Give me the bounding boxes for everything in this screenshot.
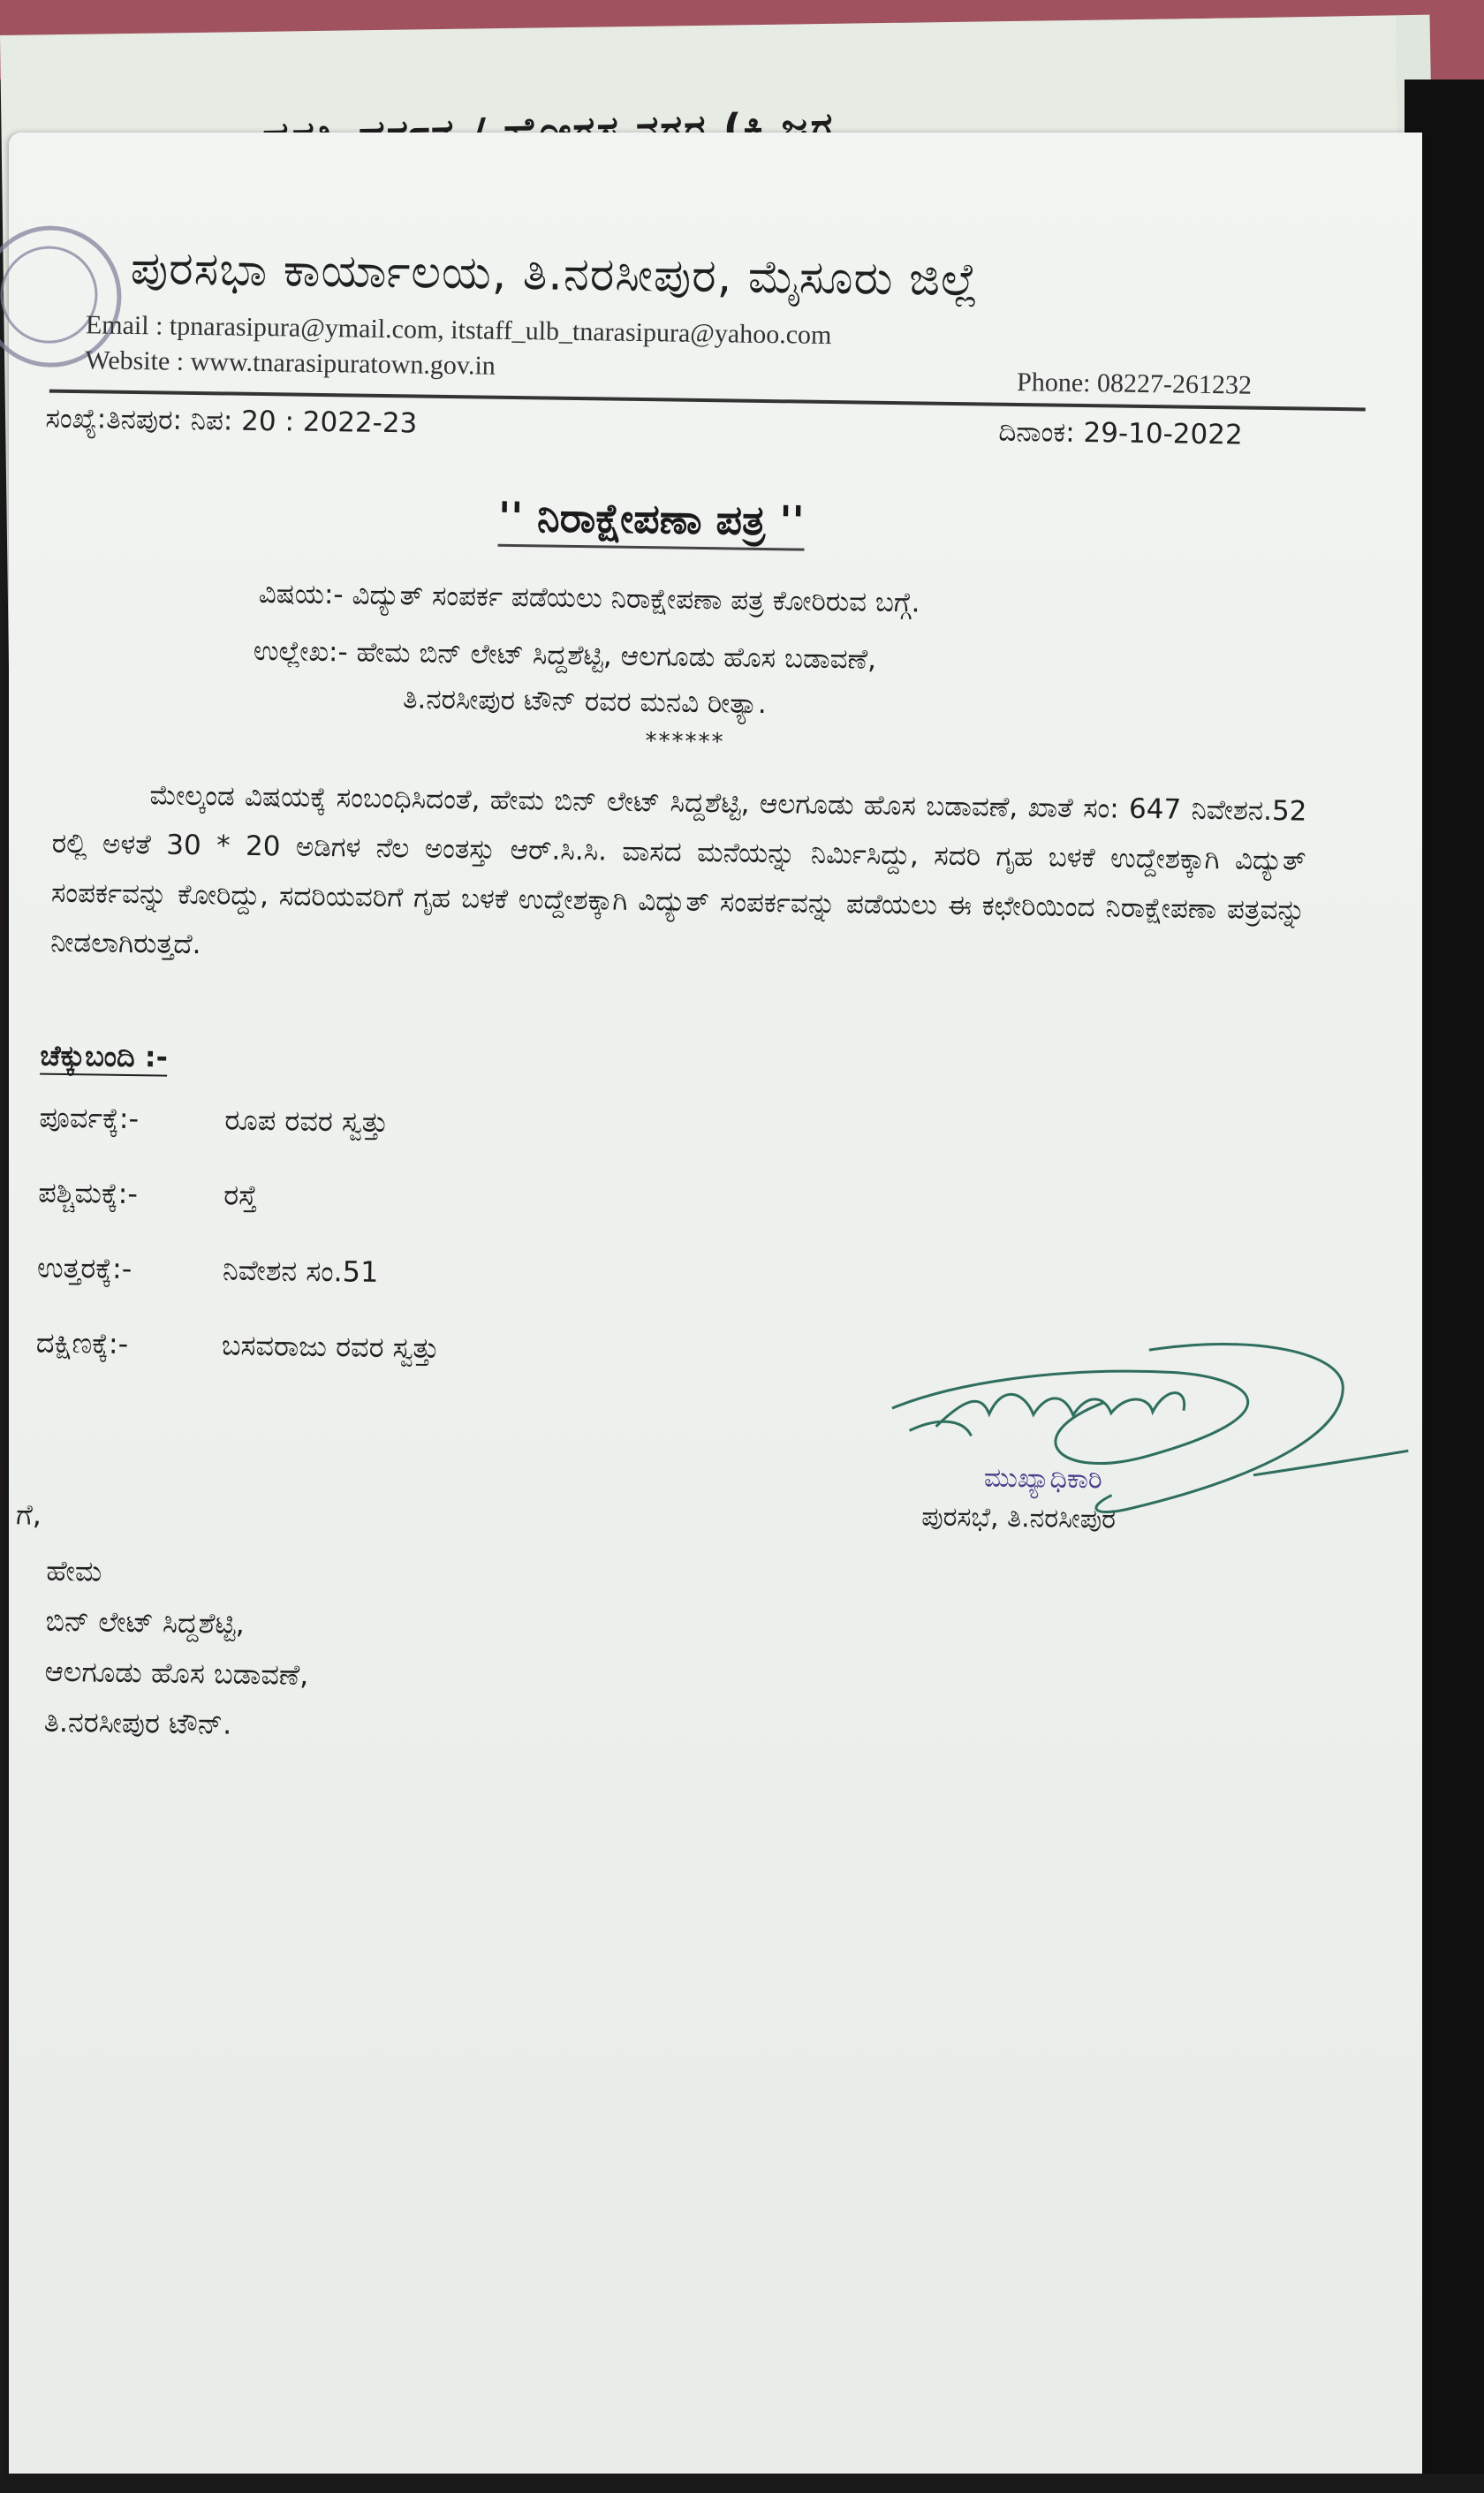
boundary-value: ರೂಪ ರವರ ಸ್ವತ್ತು <box>224 1103 389 1140</box>
body-paragraph: ಮೇಲ್ಕಂಡ ವಿಷಯಕ್ಕೆ ಸಂಬಂಧಿಸಿದಂತೆ, ಹೇಮ ಬಿನ್ ಲೇಟ್ ಸಿದ್ದಶೆಟ್ಟಿ, ಆಲಗೂಡು ಹೊಸ ಬಡಾವಣೆ, ಖಾತೆ ಸಂ: 647 ನಿವೇಶನ.52 ರಲ್ಲಿ ಅಳತೆ 30 * 20 ಅಡಿಗಳ ನೆಲ ಅಂತಸ್ತು ಆರ್.ಸಿ.ಸಿ. ವಾಸದ ಮನೆಯನ್ನು ನಿರ್ಮಿಸಿದ್ದು, ಸದರಿ ಗೃಹ ಬಳಕೆ ಉದ್ದೇಶಕ್ಕಾಗಿ ವಿದ್ಯುತ್ ಸಂಪರ್ಕವನ್ನು ಕೋರಿದ್ದು, ಸದರಿಯವರಿಗೆ ಗೃಹ ಬಳಕೆ ಉದ್ದೇಶಕ್ಕಾಗಿ ವಿದ್ಯುತ್ ಸಂಪರ್ಕವನ್ನು ಪಡೆಯಲು ಈ ಕಛೇರಿಯಿಂದ ನಿರಾಕ್ಷೇಪಣಾ ಪತ್ರವನ್ನು ನೀಡಲಾಗಿರುತ್ತದೆ. <box>49 779 1307 961</box>
boundaries-heading: ಚೆಕ್ಕುಬಂದಿ :- <box>40 1039 168 1077</box>
separator: ****** <box>645 728 725 756</box>
recipient-line: ಹೇಮ <box>46 1553 102 1588</box>
recipient-line: ತಿ.ನರಸೀಪುರ ಟೌನ್. <box>43 1704 232 1741</box>
subject-line: ವಿಷಯ:- ವಿದ್ಯುತ್ ಸಂಪರ್ಕ ಪಡೆಯಲು ನಿರಾಕ್ಷೇಪಣಾ ಪತ್ರ ಕೋರಿರುವ ಬಗ್ಗೆ. <box>258 578 920 619</box>
email-line: Email : tpnarasipura@ymail.com, itstaff_ulb_tnarasipura@yahoo.com <box>85 310 832 351</box>
phone-line: Phone: 08227-261232 <box>1016 367 1253 400</box>
signatory-designation: ಮುಖ್ಯಾಧಿಕಾರಿ <box>983 1462 1103 1496</box>
office-title: ಪುರಸಭಾ ಕಾರ್ಯಾಲಯ, ತಿ.ನರಸೀಪುರ, ಮೈಸೂರು ಜಿಲ್ಲೆ <box>130 241 980 307</box>
boundary-key: ಪಶ್ಚಿಮಕ್ಕೆ:- <box>37 1175 139 1211</box>
boundary-value: ನಿವೇಶನ ಸಂ.51 <box>222 1253 379 1289</box>
document-title: '' ನಿರಾಕ್ಷೇಪಣಾ ಪತ್ರ '' <box>498 493 805 551</box>
letter-date: ದಿನಾಂಕ: 29-10-2022 <box>998 415 1243 451</box>
boundary-value: ಬಸವರಾಜು ರವರ ಸ್ವತ್ತು <box>221 1328 440 1365</box>
signatory-office: ಪುರಸಭೆ, ತಿ.ನರಸೀಪುರ <box>920 1501 1117 1535</box>
boundary-key: ಉತ್ತರಕ್ಕೆ:- <box>36 1250 132 1286</box>
recipient-label: ಗೆ, <box>15 1497 42 1532</box>
boundary-key: ದಕ್ಷಿಣಕ್ಕೆ:- <box>35 1325 129 1361</box>
letter-page <box>9 133 1422 2474</box>
recipient-line: ಬಿನ್ ಲೇಟ್ ಸಿದ್ದಶೆಟ್ಟಿ, <box>45 1603 246 1641</box>
reference-line-1: ಉಲ್ಲೇಖ:- ಹೇಮ ಬಿನ್ ಲೇಟ್ ಸಿದ್ದಶೆಟ್ಟಿ, ಆಲಗೂಡು ಹೊಸ ಬಡಾವಣೆ, <box>253 634 877 676</box>
reference-line-2: ತಿ.ನರಸೀಪುರ ಟೌನ್ ರವರ ಮನವಿ ರೀತ್ಯಾ. <box>402 683 767 721</box>
boundary-value: ರಸ್ತೆ <box>223 1178 258 1213</box>
boundary-east <box>39 1101 389 1140</box>
website-line: Website : www.tnarasipuratown.gov.in <box>85 345 496 381</box>
recipient-line: ಆಲಗೂಡು ಹೊಸ ಬಡಾವಣೆ, <box>44 1654 309 1692</box>
boundary-south <box>36 1326 440 1366</box>
reference-number: ಸಂಖ್ಯೆ:ತಿನಪುರ: ನಿಪ: 20 : 2022-23 <box>45 402 418 440</box>
boundary-key: ಪೂರ್ವಕ್ಕೆ:- <box>39 1100 140 1136</box>
boundary-north <box>37 1251 379 1290</box>
boundary-west <box>38 1176 257 1213</box>
